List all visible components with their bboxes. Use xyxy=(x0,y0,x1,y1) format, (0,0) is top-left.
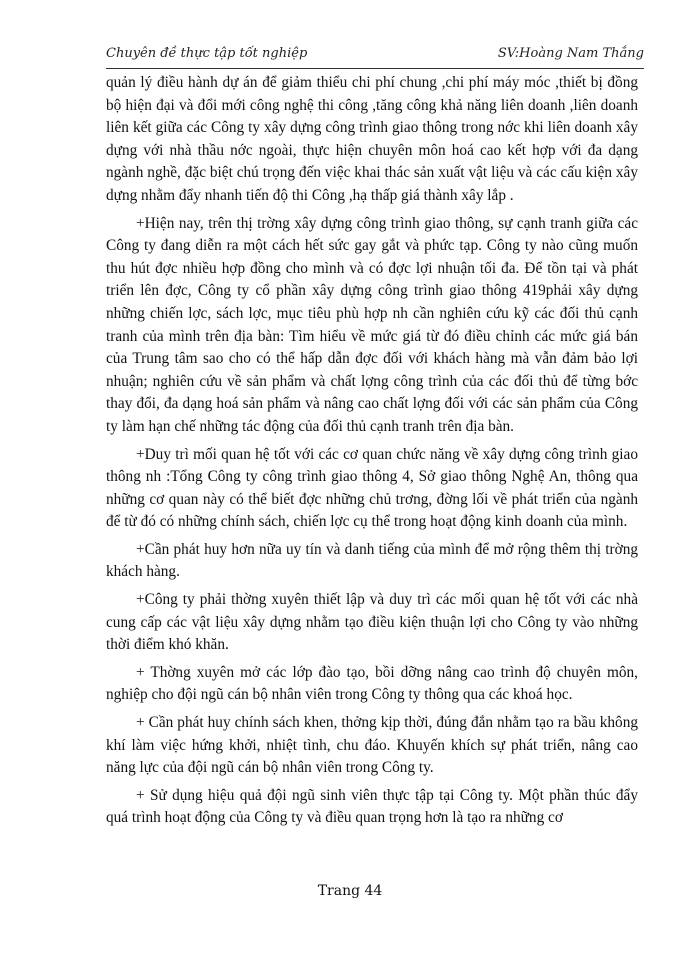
document-body xyxy=(106,72,638,835)
paragraph-agency-relations: +Duy trì mối quan hệ tốt với các cơ quan chức năng về xây dựng công trình giao thông nh :Tổng Công ty công trình giao thông 4, Sở giao thông Nghệ An, thông qua những cơ quan này có thể biết đợc những chủ trơng, đờng lối về phát triển của ngành để từ đó có những chính sách, chiến lợc cụ thể trong hoạt động kinh doanh của mình. xyxy=(106,445,638,531)
paragraph-rewards: + Cần phát huy chính sách khen, thởng kịp thời, đúng đắn nhằm tạo ra bầu không khí làm việc hứng khởi, nhiệt tình, chu đáo. Khuyến khích sự phát triển, nâng cao năng lực của đội ngũ cán bộ nhân viên trong Công ty. xyxy=(106,714,638,777)
header-student-name: SV:Hoàng Nam Thắng xyxy=(497,46,644,61)
paragraph-reputation: +Cần phát huy hơn nữa uy tín và danh tiếng của mình để mở rộng thêm thị trờng khách hàng. xyxy=(106,540,638,581)
paragraph-market-competition: +Hiện nay, trên thị trờng xây dựng công trình giao thông, sự cạnh tranh giữa các Công ty đang diễn ra một cách hết sức gay gắt và phức tạp. Công ty nào cũng muốn thu hút đợc nhiều hợp đồng cho mình và có đợc lợi nhuận tối đa. Để tồn tại và phát triển lên đợc, Công ty cổ phần xây dựng công trình giao thông 419phải xây dựng những chiến lợc, sách lợc, mục tiêu phù hợp nh cần nghiên cứu kỹ các đối thủ cạnh tranh của mình trên địa bàn: Tìm hiểu về mức giá từ đó điều chỉnh các mức giá bán của Trung tâm sao cho có thể hấp dẫn đợc đối với khách hàng mà vẫn đảm bảo lợi nhuận; nghiên cứu về sản phẩm và chất lợng công trình của các đối thủ để từng bớc thay đổi, đa dạng hoá sản phẩm và nâng cao chất lợng đối với các sản phẩm của Công ty làm hạn chế những tác động của đối thủ cạnh tranh trên địa bàn. xyxy=(106,214,638,435)
paragraph-interns: + Sử dụng hiệu quả đội ngũ sinh viên thực tập tại Công ty. Một phần thúc đẩy quá trình hoạt động của Công ty và điều quan trọng hơn là tạo ra những cơ xyxy=(106,786,638,827)
page-number: Trang 44 xyxy=(317,883,383,899)
paragraph-supplier-relations: +Công ty phải thờng xuyên thiết lập và duy trì các mối quan hệ tốt với các nhà cung cấp các vật liệu xây dựng nhằm tạo điều kiện thuận lợi cho Công ty vào những thời điểm khó khăn. xyxy=(106,591,638,654)
header-document-title: Chuyên đề thực tập tốt nghiệp xyxy=(106,46,308,61)
paragraph-continuation: quản lý điều hành dự án để giảm thiểu chi phí chung ,chi phí máy móc ,thiết bị đồng bộ hiện đại và đổi mới công nghệ thi công ,tăng công khả năng liên doanh ,liên doanh liên kết giữa các Công ty xây dựng công trình giao thông trong nớc khi liên doanh xây dựng với nhà thầu nớc ngoài, thực hiện chuyên môn hoá cao kết hợp với đa dạng ngành nghề, đặc biệt chú trọng đến việc khai thác sản xuất vật liệu và các cấu kiện xây dựng nhằm đẩy nhanh tiến độ thi Công ,hạ thấp giá thành xây lắp . xyxy=(106,74,638,204)
header-divider xyxy=(106,68,644,69)
page-header xyxy=(106,46,644,66)
paragraph-training: + Thờng xuyên mở các lớp đào tạo, bồi dỡng nâng cao trình độ chuyên môn, nghiệp cho đội ngũ cán bộ nhân viên trong Công ty thông qua các khoá học. xyxy=(106,663,638,704)
